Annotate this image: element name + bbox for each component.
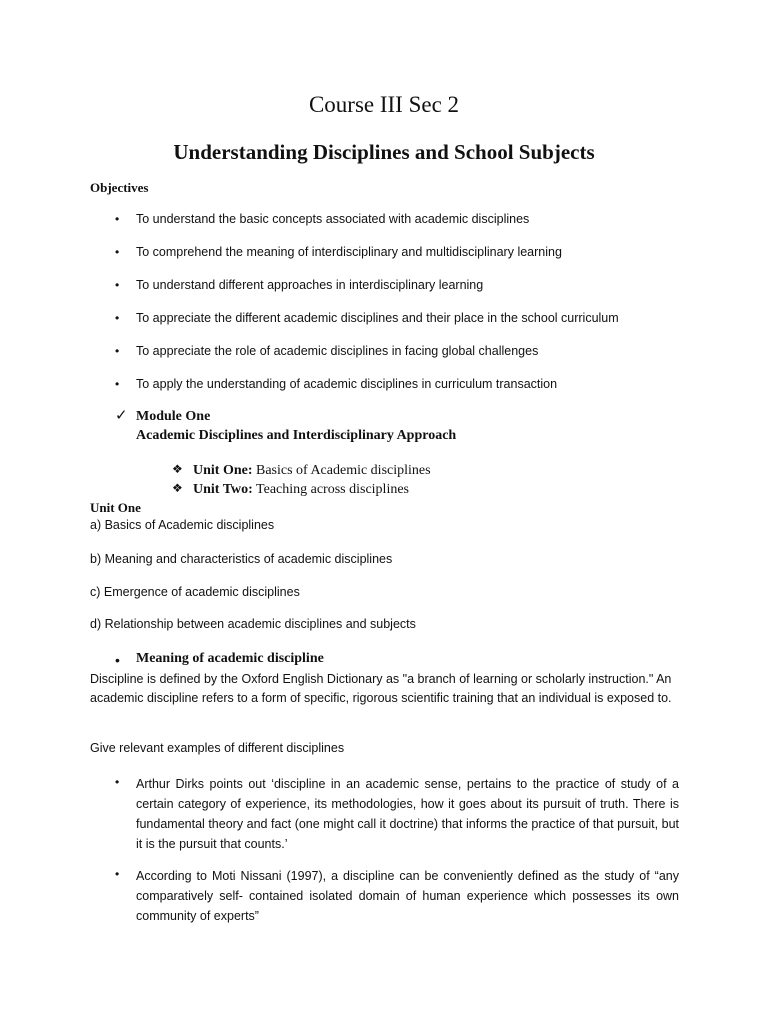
examples-prompt: Give relevant examples of different disciplines (90, 741, 345, 755)
diamond-bullet-icon: ❖ (172, 481, 183, 495)
objective-item: To apply the understanding of academic disciplines in curriculum transaction (136, 377, 558, 391)
bullet-icon: • (115, 311, 120, 325)
unit-text: Basics of Academic disciplines (252, 463, 431, 478)
checkmark-icon: ✓ (115, 407, 128, 424)
unit-one-item: c) Emergence of academic disciplines (90, 585, 300, 599)
unit-one-item: b) Meaning and characteristics of academic disciplines (90, 552, 393, 566)
module-label: Module One (136, 409, 211, 424)
unit-label: Unit Two: (193, 482, 253, 497)
module-unit-item (193, 463, 431, 479)
unit-text: Teaching across disciplines (252, 482, 410, 497)
bullet-icon: • (115, 867, 120, 881)
module-unit-item (193, 482, 409, 498)
bullet-icon: • (115, 278, 120, 292)
diamond-bullet-icon: ❖ (172, 462, 183, 476)
objective-item: To understand different approaches in interdisciplinary learning (136, 278, 484, 292)
objectives-heading: Objectives (90, 180, 149, 195)
objective-item: To appreciate the different academic disciplines and their place in the school curriculum (136, 311, 619, 325)
unit-one-heading: Unit One (90, 500, 141, 515)
quote-item: According to Moti Nissani (1997), a discipline can be conveniently defined as the study of “any comparatively self- contained isolated domain of human experience which possesses its own community of experts” (136, 869, 679, 923)
unit-label: Unit One: (193, 463, 253, 478)
quote-item: Arthur Dirks points out ‘discipline in an academic sense, pertains to the practice of study of a certain category of experience, its methodologies, how it goes about its pursuit of truth. There is fundamental theory and fact (one might call it doctrine) that informs the practice of that pursuit, but it is the pursuit that counts.’ (136, 777, 679, 851)
objective-item: To understand the basic concepts associated with academic disciplines (136, 212, 530, 226)
objective-item: To appreciate the role of academic disciplines in facing global challenges (136, 344, 539, 358)
definition-paragraph: Discipline is defined by the Oxford English Dictionary as "a branch of learning or scholarly instruction." An academic discipline refers to a form of specific, rigorous scientific training that an individual is exposed to. (90, 672, 672, 705)
bullet-icon: • (115, 212, 120, 226)
unit-one-item: d) Relationship between academic disciplines and subjects (90, 617, 416, 631)
objective-item: To comprehend the meaning of interdisciplinary and multidisciplinary learning (136, 245, 562, 259)
bullet-icon: • (115, 652, 120, 668)
page-title: Understanding Disciplines and School Subjects (173, 140, 595, 164)
bullet-icon: • (115, 344, 120, 358)
module-title: Academic Disciplines and Interdisciplinary Approach (136, 428, 457, 443)
bullet-icon: • (115, 377, 120, 391)
section-heading: Meaning of academic discipline (136, 651, 324, 666)
course-label: Course III Sec 2 (308, 92, 460, 117)
bullet-icon: • (115, 245, 120, 259)
unit-one-item: a) Basics of Academic disciplines (90, 518, 275, 532)
bullet-icon: • (115, 775, 120, 789)
